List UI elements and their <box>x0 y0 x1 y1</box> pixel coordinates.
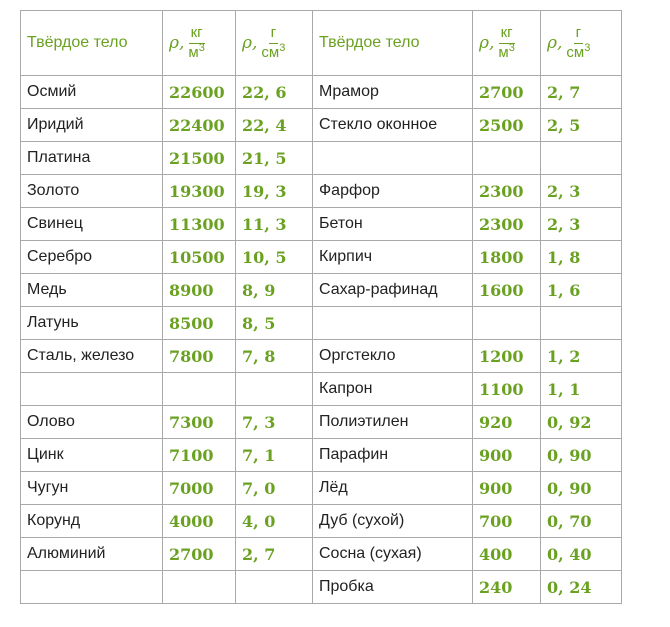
left-density-g-cm3: 22, 6 <box>236 76 313 109</box>
left-material-name: Латунь <box>21 307 163 340</box>
right-density-g-cm3 <box>541 307 622 340</box>
rho-symbol: ρ, <box>547 33 563 53</box>
left-density-g-cm3: 7, 3 <box>236 406 313 439</box>
right-density-g-cm3: 0, 90 <box>541 472 622 505</box>
left-material-name: Осмий <box>21 76 163 109</box>
unit-g: г <box>574 25 583 44</box>
left-material-name: Корунд <box>21 505 163 538</box>
unit-m: м <box>188 43 199 61</box>
table-header-row <box>21 11 622 76</box>
right-density-g-cm3: 0, 70 <box>541 505 622 538</box>
left-density-kg-m3: 11300 <box>163 208 236 241</box>
table-row <box>21 76 622 109</box>
header-density-g-cm3-right <box>541 11 622 76</box>
right-density-kg-m3: 2300 <box>473 175 541 208</box>
right-material-name: Сахар-рафинад <box>313 274 473 307</box>
right-density-kg-m3: 240 <box>473 571 541 604</box>
right-density-kg-m3: 900 <box>473 472 541 505</box>
right-density-g-cm3: 0, 40 <box>541 538 622 571</box>
table-row <box>21 505 622 538</box>
right-material-name: Стекло оконное <box>313 109 473 142</box>
left-density-kg-m3: 21500 <box>163 142 236 175</box>
right-density-kg-m3: 2300 <box>473 208 541 241</box>
right-density-g-cm3: 1, 2 <box>541 340 622 373</box>
header-solid-left: Твёрдое тело <box>21 11 163 76</box>
left-material-name: Медь <box>21 274 163 307</box>
table-row <box>21 439 622 472</box>
table-row <box>21 208 622 241</box>
right-density-g-cm3: 2, 3 <box>541 208 622 241</box>
right-density-kg-m3: 1600 <box>473 274 541 307</box>
right-material-name: Капрон <box>313 373 473 406</box>
right-density-g-cm3: 0, 90 <box>541 439 622 472</box>
right-density-kg-m3 <box>473 142 541 175</box>
right-density-kg-m3: 700 <box>473 505 541 538</box>
left-density-g-cm3: 21, 5 <box>236 142 313 175</box>
right-material-name: Полиэтилен <box>313 406 473 439</box>
left-material-name: Свинец <box>21 208 163 241</box>
right-density-g-cm3: 2, 3 <box>541 175 622 208</box>
left-density-g-cm3 <box>236 373 313 406</box>
table-row <box>21 175 622 208</box>
unit-cm: см <box>261 43 280 61</box>
left-density-kg-m3: 7000 <box>163 472 236 505</box>
left-density-kg-m3: 8500 <box>163 307 236 340</box>
left-material-name: Платина <box>21 142 163 175</box>
left-density-g-cm3: 11, 3 <box>236 208 313 241</box>
right-density-kg-m3 <box>473 307 541 340</box>
right-density-kg-m3: 2500 <box>473 109 541 142</box>
right-material-name: Пробка <box>313 571 473 604</box>
table-row <box>21 274 622 307</box>
left-material-name: Серебро <box>21 241 163 274</box>
right-material-name: Сосна (сухая) <box>313 538 473 571</box>
rho-symbol: ρ, <box>479 33 495 53</box>
left-density-g-cm3: 8, 9 <box>236 274 313 307</box>
left-density-kg-m3 <box>163 571 236 604</box>
right-material-name: Фарфор <box>313 175 473 208</box>
left-material-name: Чугун <box>21 472 163 505</box>
unit-g: г <box>269 25 278 44</box>
right-material-name: Парафин <box>313 439 473 472</box>
right-material-name <box>313 307 473 340</box>
right-density-g-cm3: 0, 24 <box>541 571 622 604</box>
rho-symbol: ρ, <box>242 33 258 53</box>
table-row <box>21 406 622 439</box>
left-density-kg-m3: 4000 <box>163 505 236 538</box>
left-material-name: Иридий <box>21 109 163 142</box>
left-density-kg-m3: 7100 <box>163 439 236 472</box>
left-material-name: Олово <box>21 406 163 439</box>
left-material-name: Золото <box>21 175 163 208</box>
right-density-g-cm3: 1, 8 <box>541 241 622 274</box>
right-density-kg-m3: 900 <box>473 439 541 472</box>
left-density-g-cm3: 19, 3 <box>236 175 313 208</box>
header-density-kg-m3-right <box>473 11 541 76</box>
header-solid-right: Твёрдое тело <box>313 11 473 76</box>
unit-kg: кг <box>499 25 515 44</box>
unit-power: 3 <box>279 41 286 54</box>
right-density-kg-m3: 1100 <box>473 373 541 406</box>
left-density-g-cm3: 7, 1 <box>236 439 313 472</box>
left-material-name <box>21 373 163 406</box>
right-density-g-cm3: 1, 1 <box>541 373 622 406</box>
left-density-g-cm3: 7, 0 <box>236 472 313 505</box>
right-material-name: Кирпич <box>313 241 473 274</box>
right-material-name: Бетон <box>313 208 473 241</box>
right-material-name: Оргстекло <box>313 340 473 373</box>
left-density-kg-m3: 22600 <box>163 76 236 109</box>
table-row <box>21 373 622 406</box>
right-material-name <box>313 142 473 175</box>
unit-power: 3 <box>198 41 205 54</box>
right-density-g-cm3 <box>541 142 622 175</box>
right-density-g-cm3: 1, 6 <box>541 274 622 307</box>
left-density-g-cm3: 22, 4 <box>236 109 313 142</box>
left-material-name: Цинк <box>21 439 163 472</box>
left-material-name <box>21 571 163 604</box>
table-row <box>21 307 622 340</box>
left-density-kg-m3 <box>163 373 236 406</box>
right-material-name: Лёд <box>313 472 473 505</box>
table-row <box>21 142 622 175</box>
left-density-kg-m3: 22400 <box>163 109 236 142</box>
right-density-kg-m3: 400 <box>473 538 541 571</box>
left-density-kg-m3: 10500 <box>163 241 236 274</box>
left-density-g-cm3 <box>236 571 313 604</box>
right-density-kg-m3: 2700 <box>473 76 541 109</box>
left-density-kg-m3: 7800 <box>163 340 236 373</box>
left-density-g-cm3: 2, 7 <box>236 538 313 571</box>
rho-symbol: ρ, <box>169 33 185 53</box>
right-material-name: Мрамор <box>313 76 473 109</box>
table-row <box>21 571 622 604</box>
unit-kg: кг <box>189 25 205 44</box>
table-row <box>21 241 622 274</box>
right-density-g-cm3: 0, 92 <box>541 406 622 439</box>
unit-m: м <box>498 43 509 61</box>
right-density-kg-m3: 1200 <box>473 340 541 373</box>
right-material-name: Дуб (сухой) <box>313 505 473 538</box>
left-density-g-cm3: 7, 8 <box>236 340 313 373</box>
unit-cm: см <box>566 43 585 61</box>
right-density-kg-m3: 1800 <box>473 241 541 274</box>
left-density-kg-m3: 8900 <box>163 274 236 307</box>
table-row <box>21 340 622 373</box>
left-density-kg-m3: 2700 <box>163 538 236 571</box>
right-density-g-cm3: 2, 5 <box>541 109 622 142</box>
header-density-g-cm3-left <box>236 11 313 76</box>
right-density-kg-m3: 920 <box>473 406 541 439</box>
left-density-kg-m3: 19300 <box>163 175 236 208</box>
table-row <box>21 538 622 571</box>
left-material-name: Алюминий <box>21 538 163 571</box>
header-density-kg-m3-left <box>163 11 236 76</box>
left-density-kg-m3: 7300 <box>163 406 236 439</box>
density-table <box>20 10 622 604</box>
unit-power: 3 <box>508 41 515 54</box>
left-density-g-cm3: 8, 5 <box>236 307 313 340</box>
unit-power: 3 <box>584 41 591 54</box>
left-material-name: Сталь, железо <box>21 340 163 373</box>
table-row <box>21 472 622 505</box>
right-density-g-cm3: 2, 7 <box>541 76 622 109</box>
table-row <box>21 109 622 142</box>
left-density-g-cm3: 10, 5 <box>236 241 313 274</box>
left-density-g-cm3: 4, 0 <box>236 505 313 538</box>
